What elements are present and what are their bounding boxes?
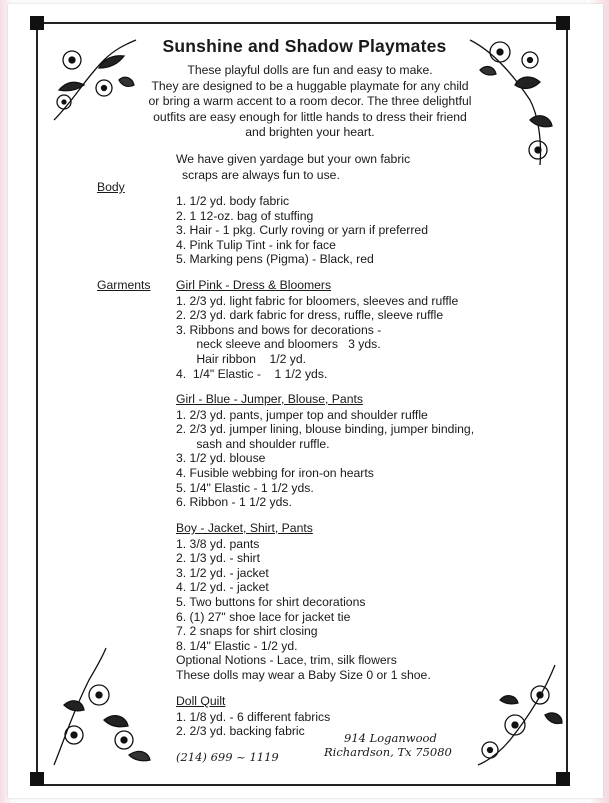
list-item: 6. (1) 27" shoe lace for jacket tie — [176, 609, 351, 624]
list-item: 7. 2 snaps for shirt closing — [176, 624, 318, 639]
intro-paragraph — [140, 63, 480, 141]
optional-notions: Optional Notions - Lace, trim, silk flowers — [176, 653, 397, 668]
list-item: 2. 2/3 yd. dark fabric for dress, ruffle, sleeve ruffle — [176, 308, 444, 323]
list-item: 2. 1 12-oz. bag of stuffing — [176, 208, 314, 223]
body-list — [176, 194, 428, 267]
list-item: 3. Ribbons and bows for decorations - — [176, 322, 382, 337]
corner-block-bottom-left — [30, 772, 44, 786]
boy-section — [176, 521, 431, 683]
section-heading: Doll Quilt — [176, 694, 226, 708]
corner-block-top-right — [556, 16, 570, 30]
floral-icon-bottom-right — [470, 655, 565, 770]
section-label-body: Body — [97, 180, 125, 194]
list-item: 3. Hair - 1 pkg. Curly roving or yarn if preferred — [176, 223, 428, 238]
corner-block-top-left — [30, 16, 44, 30]
intro-line: They are designed to be a huggable playmate for any child — [151, 78, 469, 93]
girl-pink-section — [176, 278, 458, 381]
list-item: 1. 1/8 yd. - 6 different fabrics — [176, 709, 331, 724]
section-heading: Girl Pink - Dress & Bloomers — [176, 278, 332, 292]
list-item: neck sleeve and bloomers 3 yds. — [176, 337, 381, 352]
list-item: sash and shoulder ruffle. — [176, 436, 330, 451]
note-line: We have given yardage but your own fabric — [176, 152, 411, 166]
intro-line: or bring a warm accent to a room decor. The three delightful — [148, 94, 472, 108]
page-title: Sunshine and Shadow Playmates — [162, 36, 447, 56]
note-line: scraps are always fun to use. — [182, 167, 340, 182]
list-item: 4. Pink Tulip Tint - ink for face — [176, 237, 336, 252]
shoe-note: These dolls may wear a Baby Size 0 or 1 shoe. — [176, 667, 431, 682]
floral-icon-bottom-left — [44, 640, 154, 770]
list-item: 5. Marking pens (Pigma) - Black, red — [176, 252, 374, 267]
list-item: 2. 1/3 yd. - shirt — [176, 551, 260, 566]
handwritten-address-city: Richardson, Tx 75080 — [324, 745, 452, 759]
list-item: 4. Fusible webbing for iron-on hearts — [176, 465, 374, 480]
list-item: 4. 1/2 yd. - jacket — [176, 580, 269, 595]
doll-quilt-section — [176, 694, 330, 739]
list-item: 1. 1/2 yd. body fabric — [176, 194, 290, 208]
list-item: 2. 2/3 yd. backing fabric — [176, 724, 305, 739]
list-item: 5. 1/4" Elastic - 1 1/2 yds. — [176, 480, 314, 495]
section-heading: Girl - Blue - Jumper, Blouse, Pants — [176, 392, 363, 406]
list-item: 1. 2/3 yd. pants, jumper top and shoulder ruffle — [176, 407, 428, 422]
list-item: 6. Ribbon - 1 1/2 yds. — [176, 495, 292, 510]
section-heading: Boy - Jacket, Shirt, Pants — [176, 521, 313, 535]
yardage-note — [176, 152, 410, 183]
intro-line: and brighten your heart. — [245, 125, 375, 139]
list-item: 2. 2/3 yd. jumper lining, blouse binding, jumper binding, — [176, 422, 475, 437]
handwritten-phone: (214) 699 ~ 1119 — [176, 750, 279, 764]
list-item: 3. 1/2 yd. blouse — [176, 451, 266, 466]
list-item: 1. 3/8 yd. pants — [176, 536, 260, 551]
list-item: 8. 1/4" Elastic - 1/2 yd. — [176, 638, 298, 653]
list-item: Hair ribbon 1/2 yd. — [176, 351, 307, 366]
intro-line: These playful dolls are fun and easy to make. — [187, 63, 433, 77]
girl-blue-section — [176, 392, 474, 510]
list-item: 4. 1/4" Elastic - 1 1/2 yds. — [176, 366, 328, 381]
corner-block-bottom-right — [556, 772, 570, 786]
handwritten-address-street: 914 Loganwood — [344, 731, 437, 745]
list-item: 3. 1/2 yd. - jacket — [176, 565, 269, 580]
list-item: 5. Two buttons for shirt decorations — [176, 594, 366, 609]
list-item: 1. 2/3 yd. light fabric for bloomers, sleeves and ruffle — [176, 293, 459, 308]
intro-line: outfits are easy enough for little hands to dress their friend — [153, 109, 467, 124]
section-label-garments: Garments — [97, 278, 151, 292]
